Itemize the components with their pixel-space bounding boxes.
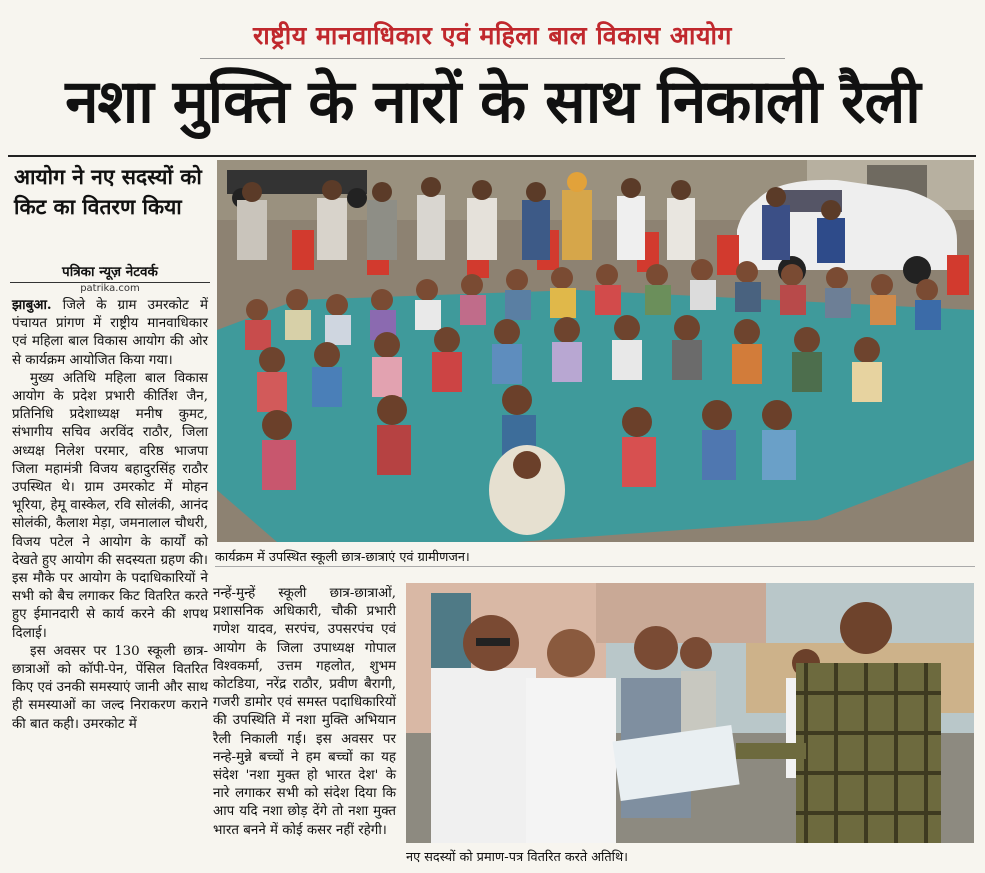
caption-rule [215, 566, 975, 567]
photo-rally-gathering [217, 160, 974, 542]
photo-certificate-handover [406, 583, 974, 843]
article-paragraph-1 [12, 296, 208, 370]
main-headline: नशा मुक्ति के नारों के साथ निकाली रैली [65, 67, 920, 137]
article-paragraph-4: नन्हें-मुन्हें स्कूली छात्र-छात्राओं, प्रशासनिक अधिकारी, चौकी प्रभारी गणेश यादव, सरपंच, उपसरपंच एवं आयोग के जिला उपाध्यक्ष गोपाल विश्वकर्मा, उत्तम गहलोत, शुभम कोटडिया, नरेंद्र राठौर, प्रवीण बैरागी, गजरी डामोर एवं समस्त पदाधिकारियों की उपस्थिति में नशा मुक्ति अभियान रैली निकाली गई। इस अवसर पर नन्हे-मुन्ने बच्चों ने हम बच्चों का यह संदेश 'नशा मुक्त हो भारत देश' के नारे लगाकर सभी को संदेश दिया कि आप यदि नशा छोड़ देंगे तो नशा मुक्त भारत बनने में कोई कसर नहीं रहेगी। [213, 586, 396, 838]
photo-caption-2: नए सदस्यों को प्रमाण-पत्र वितरित करते अतिथि। [406, 850, 628, 865]
website-credit: patrika.com [80, 283, 140, 294]
dateline: झाबुआ. [12, 297, 52, 313]
article-column-1 [12, 296, 208, 734]
photo-illustration-2 [406, 583, 974, 843]
byline: पत्रिका न्यूज़ नेटवर्क [62, 264, 158, 280]
subheadline: आयोग ने नए सदस्यों को किट का वितरण किया [14, 165, 202, 219]
kicker-rule [200, 58, 785, 59]
article-paragraph-3: इस अवसर पर 130 स्कूली छात्र- छात्राओं को कॉपी-पेन, पेंसिल वितरित किए एवं उनकी समस्याएं जानी और साथ ही समस्याओं का जल्द निराकरण कराने की बात कही। उमरकोट में [12, 643, 208, 732]
photo-illustration [217, 160, 974, 542]
headline-rule [8, 155, 976, 157]
paragraph-text: जिले के ग्राम उमरकोट में पंचायत प्रांगण में राष्ट्रीय मानवाधिकार एवं महिला बाल विकास आयोग की ओर से कार्यक्रम आयोजित किया गया। [12, 298, 208, 368]
article-column-2 [213, 585, 396, 840]
photo-caption-1: कार्यक्रम में उपस्थित स्कूली छात्र-छात्राएं एवं ग्रामीणजन। [215, 550, 470, 565]
kicker-headline: राष्ट्रीय मानवाधिकार एवं महिला बाल विकास आयोग [252, 21, 733, 50]
article-paragraph-2: मुख्य अतिथि महिला बाल विकास आयोग के प्रदेश प्रभारी कीर्तिश जैन, प्रतिनिधि प्रदेशाध्यक्ष मनीष कुमट, संभागीय सचिव अरविंद राठौर, जिला अध्यक्ष निलेश परमार, वरिष्ठ भाजपा जिला महामंत्री विजय बहादुरसिंह राठौर उपस्थित थे। ग्राम उमरकोट में मोहन भूरिया, हेमू वास्केल, रवि सोलंकी, आनंद सोलंकी, कैलाश मेड़ा, जमनालाल चौधरी, विजय पटेल ने आयोग के कार्यों को देखते हुए आयोग की सदस्यता ग्रहण की। इस मौके पर आयोग के पदाधिकारियों ने सभी को बैच लगाकर किट वितरित करते हुए ईमानदारी से कार्य करने की शपथ दिलाई। [12, 370, 208, 641]
